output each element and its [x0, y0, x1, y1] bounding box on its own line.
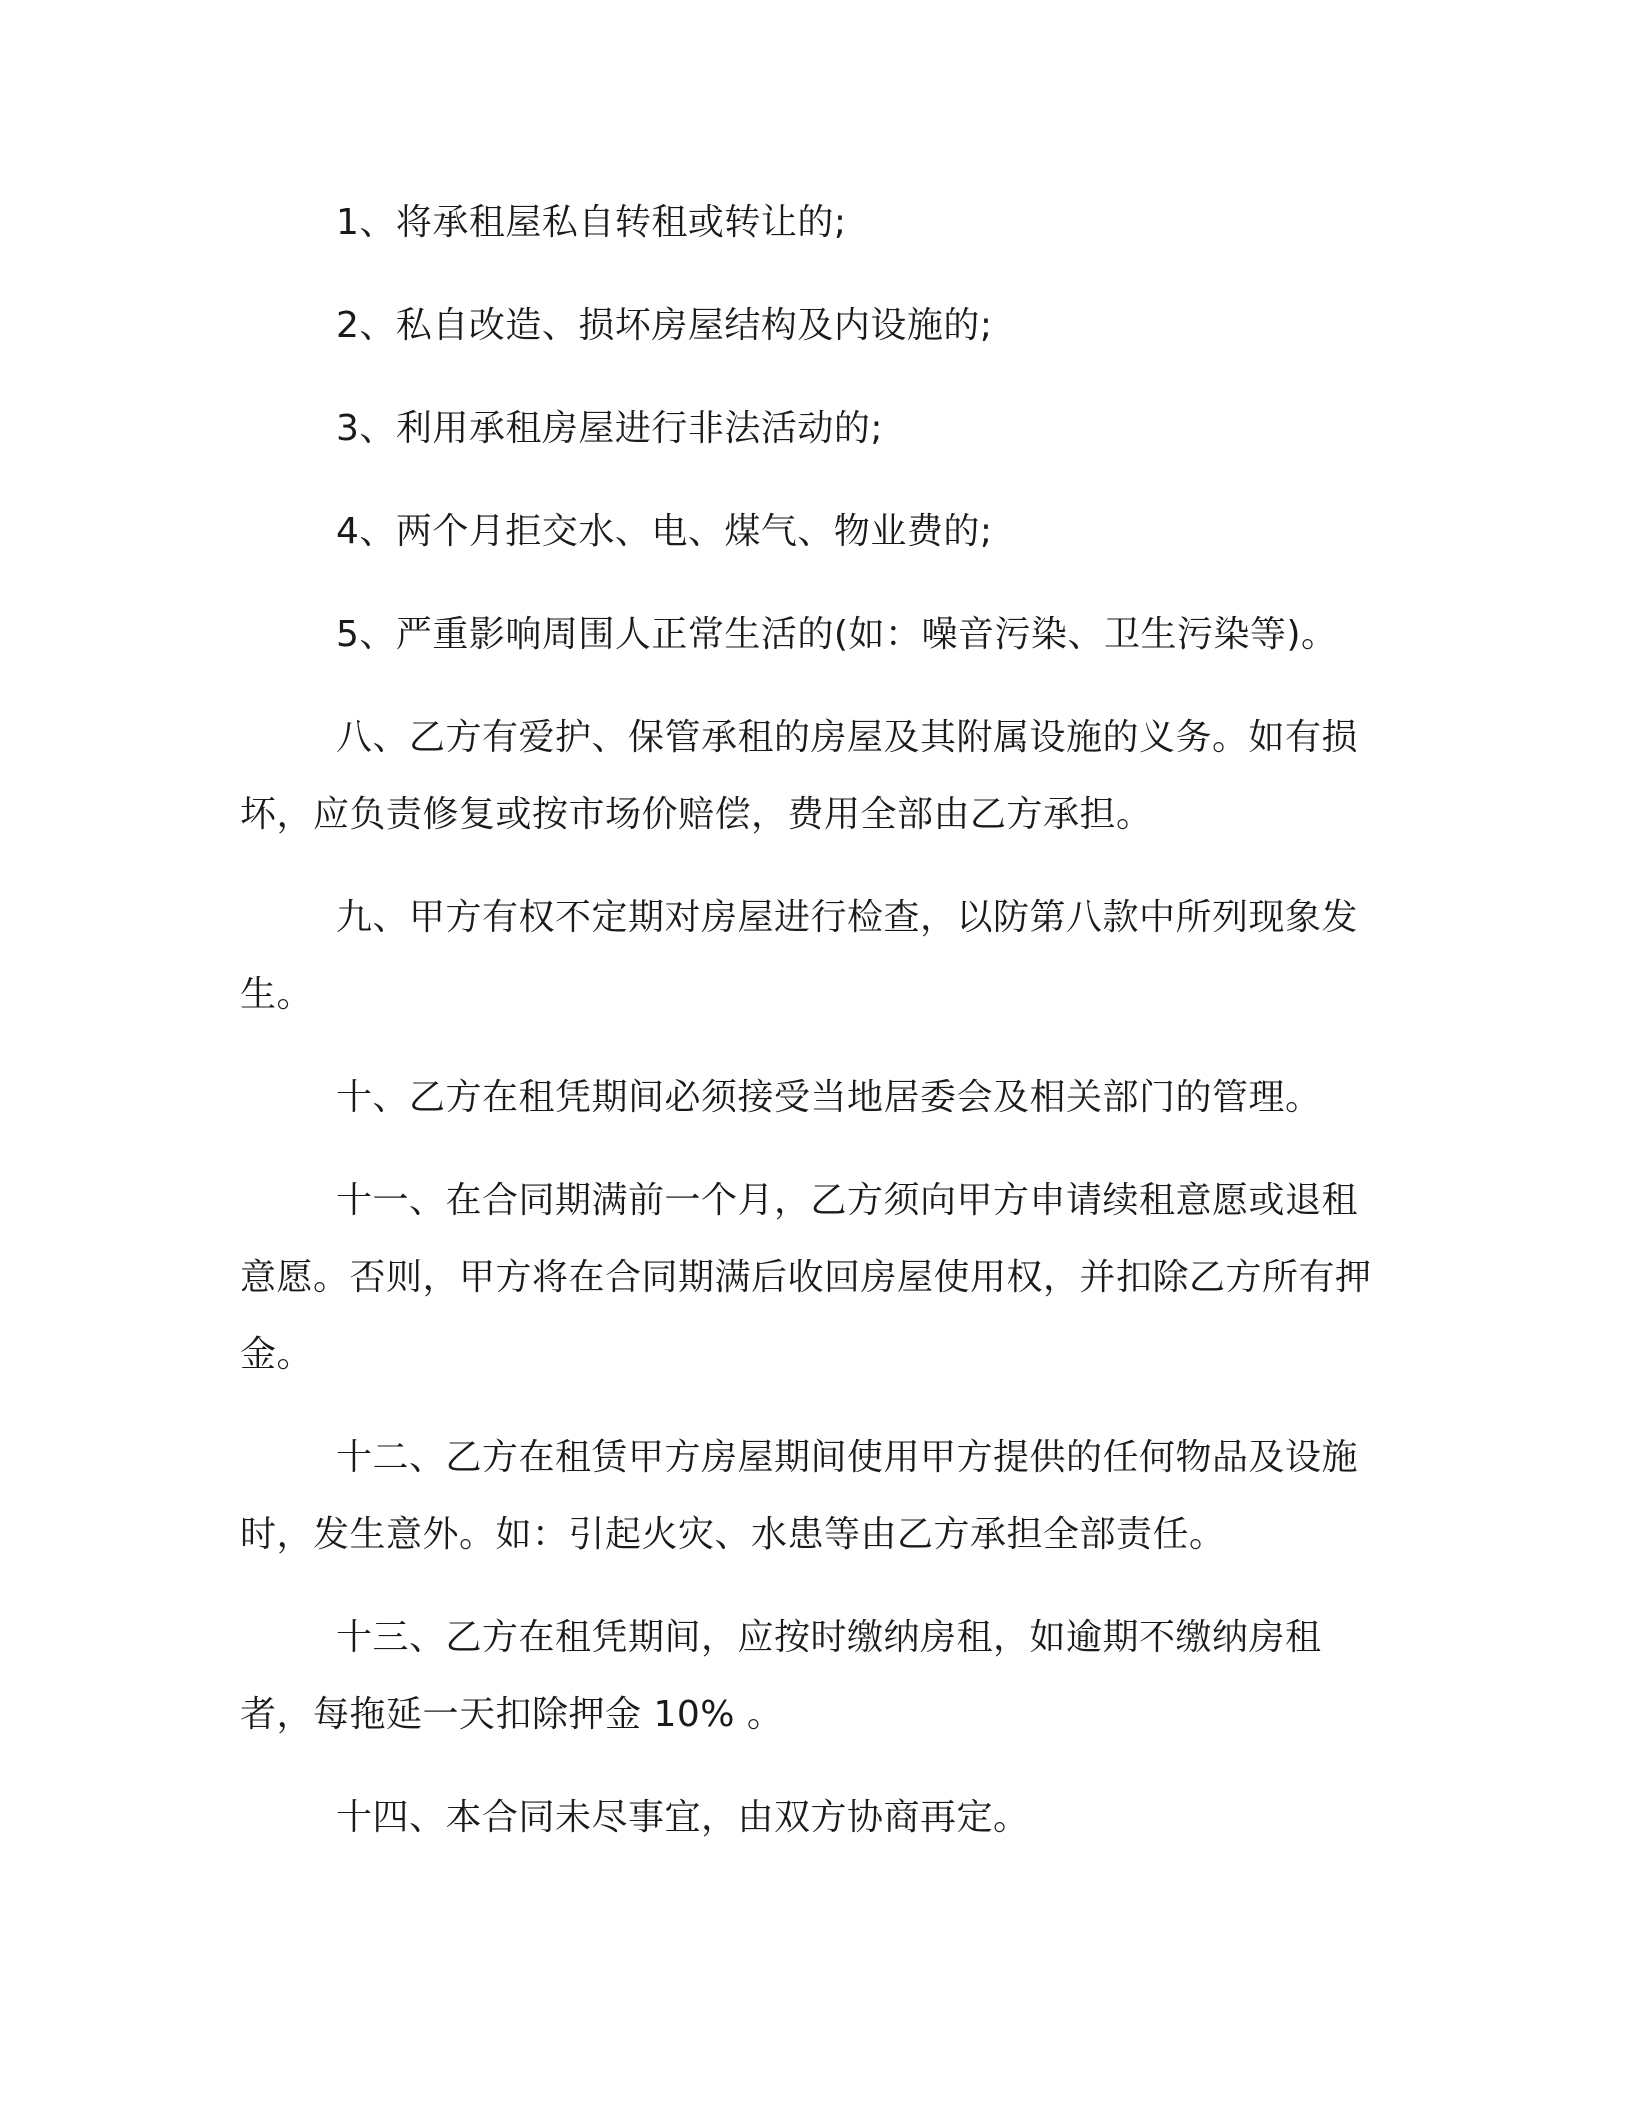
clause-14: 十四、本合同未尽事宜，由双方协商再定。 — [336, 1797, 1030, 1838]
clause-10: 十、乙方在租凭期间必须接受当地居委会及相关部门的管理。 — [336, 1077, 1322, 1118]
list-item-1: 1、将承租屋私自转租或转让的; — [336, 202, 847, 243]
list-item-3: 3、利用承租房屋进行非法活动的; — [336, 408, 884, 449]
clause-13: 十三、乙方在租凭期间，应按时缴纳房租，如逾期不缴纳房租者，每拖延一天扣除押金 10% 。 — [240, 1617, 1322, 1735]
clause-11: 十一、在合同期满前一个月，乙方须向甲方申请续租意愿或退租意愿。否则，甲方将在合同期满后收回房屋使用权，并扣除乙方所有押金。 — [240, 1180, 1372, 1375]
list-item-5: 5、严重影响周围人正常生活的(如：噪音污染、卫生污染等)。 — [336, 614, 1338, 655]
clause-12: 十二、乙方在租赁甲方房屋期间使用甲方提供的任何物品及设施时，发生意外。如：引起火灾、水患等由乙方承担全部责任。 — [240, 1437, 1359, 1555]
clause-8: 八、乙方有爱护、保管承租的房屋及其附属设施的义务。如有损坏，应负责修复或按市场价赔偿，费用全部由乙方承担。 — [240, 717, 1359, 835]
clause-9: 九、甲方有权不定期对房屋进行检查，以防第八款中所列现象发生。 — [240, 897, 1359, 1015]
document-body — [240, 184, 1380, 1882]
list-item-4: 4、两个月拒交水、电、煤气、物业费的; — [336, 511, 993, 552]
list-item-2: 2、私自改造、损坏房屋结构及内设施的; — [336, 305, 993, 346]
